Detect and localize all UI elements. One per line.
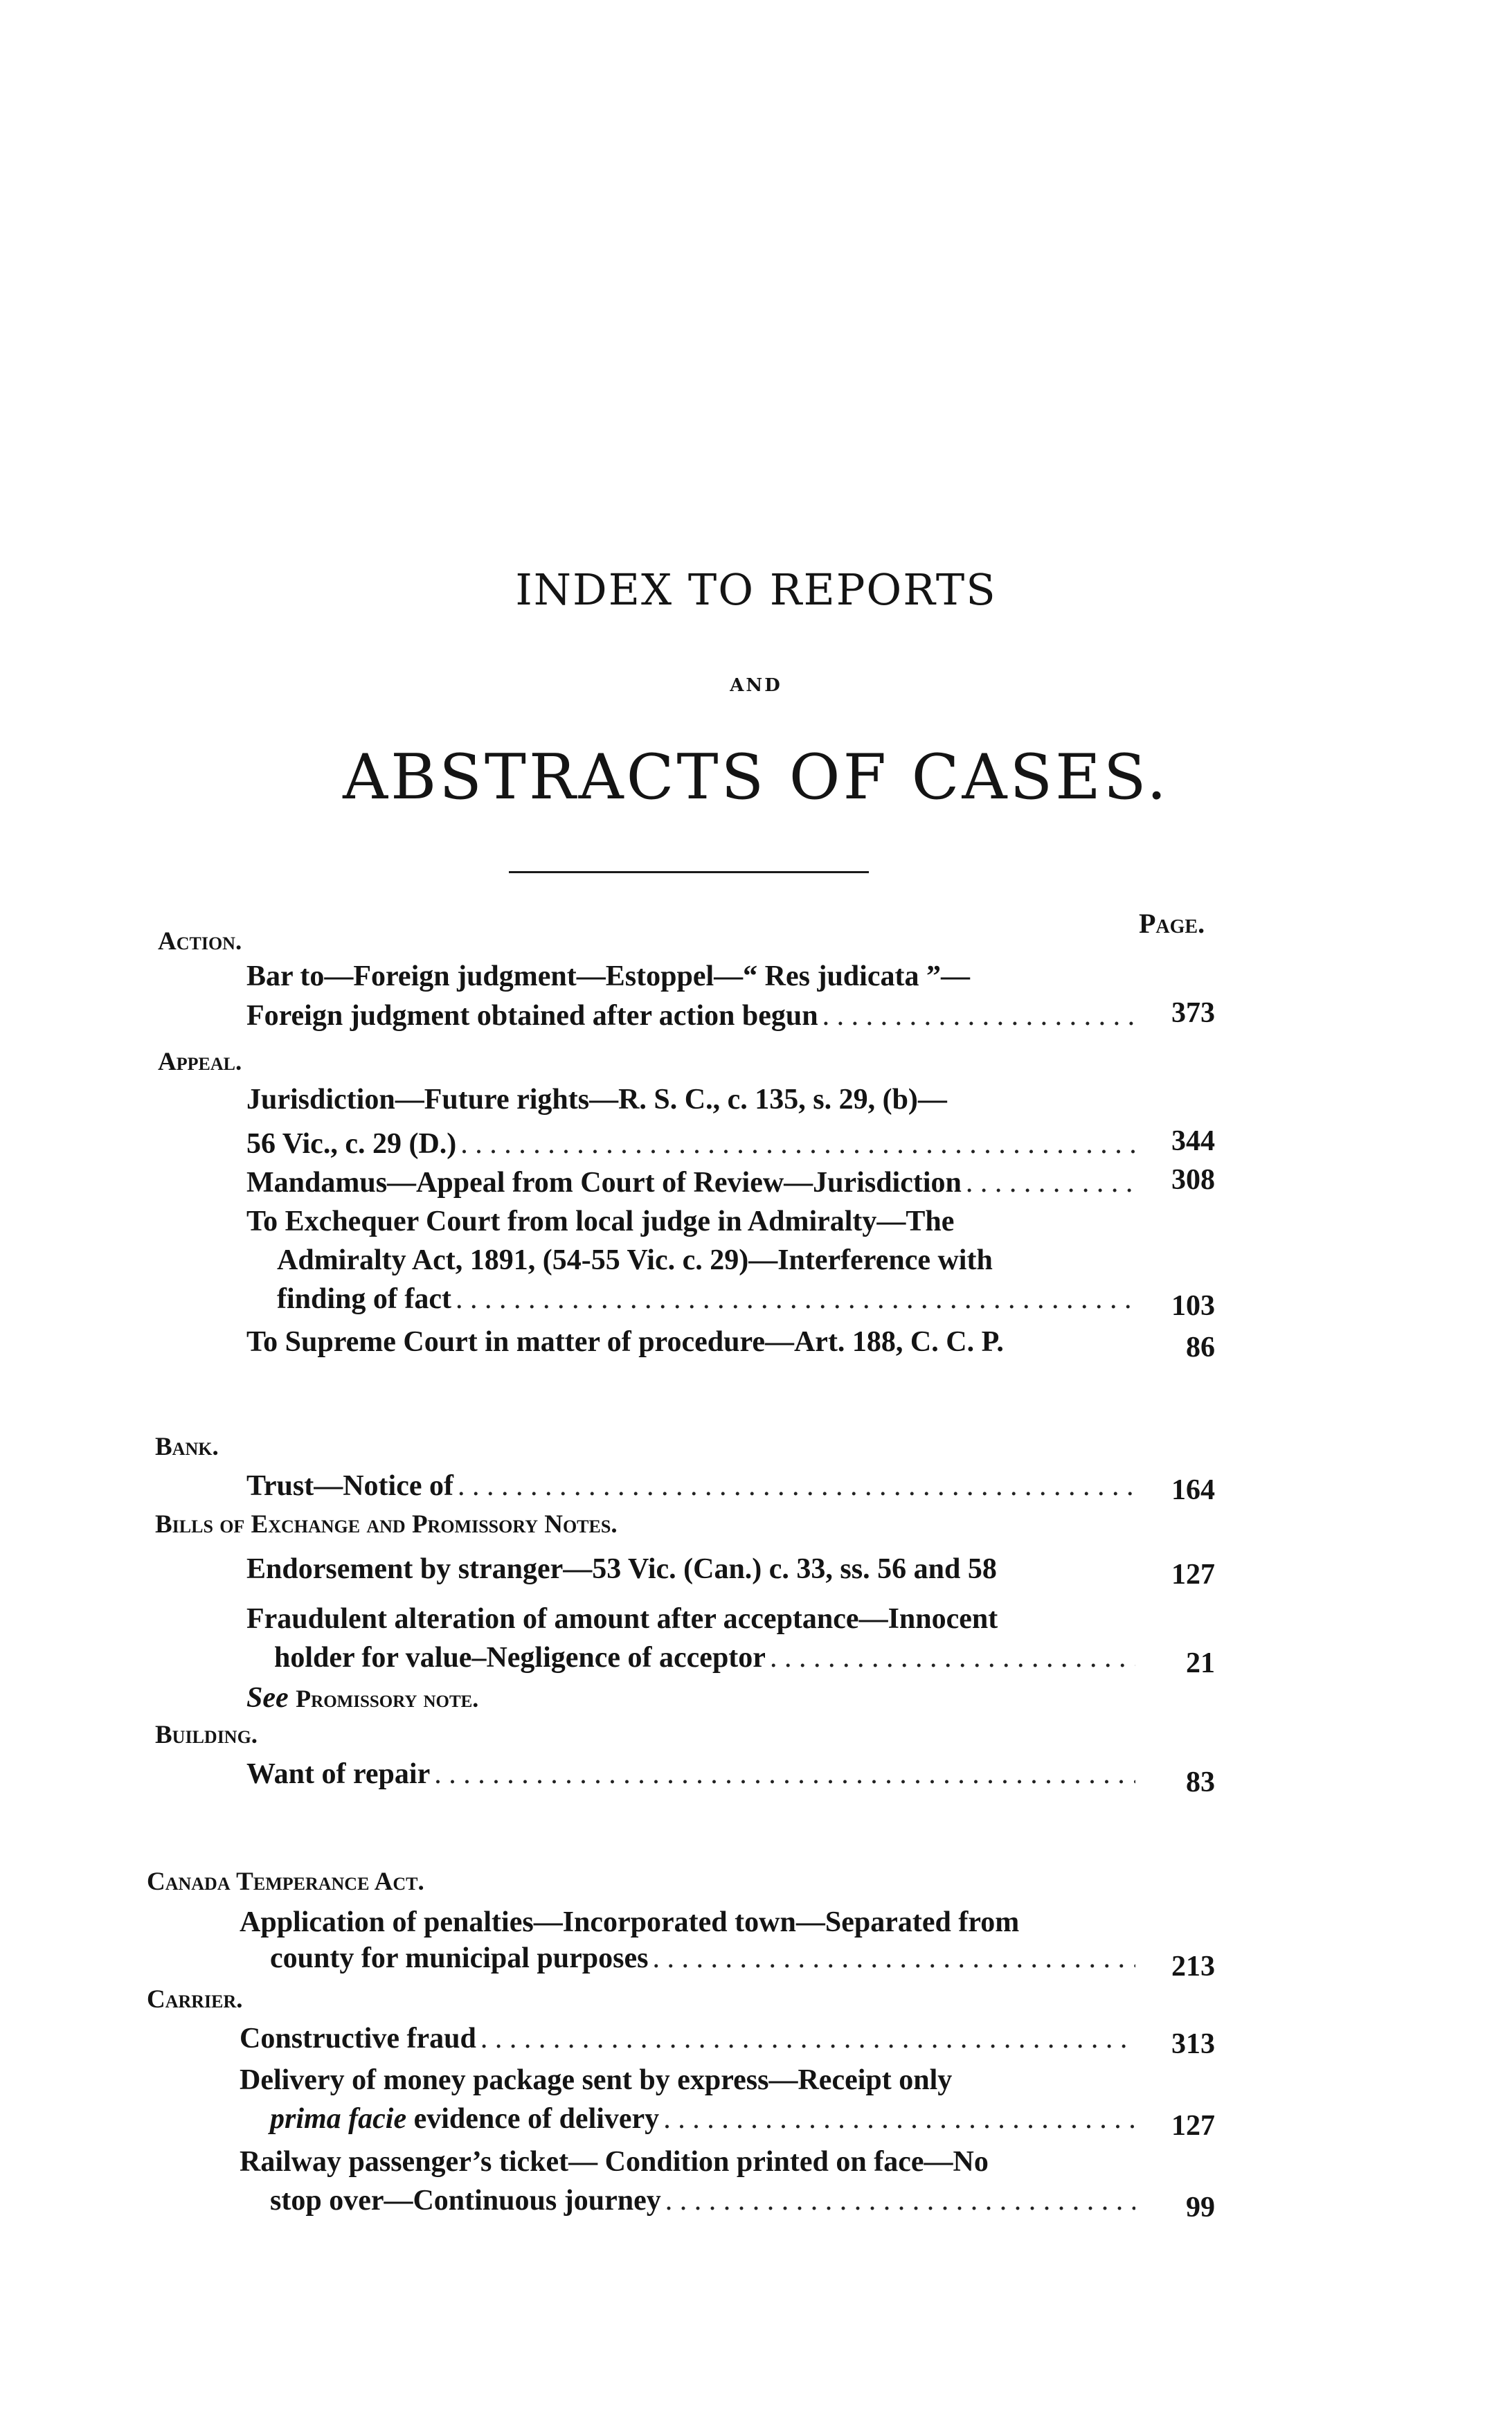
title-rule bbox=[509, 871, 869, 873]
page-number: 127 bbox=[1171, 1559, 1215, 1591]
entry-text: Endorsement by stranger—53 Vic. (Can.) c. 33, ss. 56 and 58 bbox=[246, 1553, 997, 1585]
entry-line-dotted bbox=[270, 1939, 1140, 1978]
entry-text: Want of repair bbox=[246, 1758, 431, 1790]
page-number: 86 bbox=[1186, 1332, 1215, 1363]
see-reference bbox=[246, 1679, 1140, 1718]
entry-text: county for municipal purposes bbox=[270, 1942, 649, 1974]
entry-text: Trust—Notice of bbox=[246, 1470, 453, 1502]
page-number: 313 bbox=[1171, 2028, 1215, 2060]
entry-line-dotted bbox=[246, 1755, 1140, 1793]
section-heading-appeal: Appeal. bbox=[158, 1048, 242, 1076]
page-number: 83 bbox=[1186, 1766, 1215, 1798]
page-number: 103 bbox=[1171, 1290, 1215, 1322]
leader-dots bbox=[770, 1638, 1135, 1677]
entry-text: Foreign judgment obtained after action begun bbox=[246, 1000, 818, 1032]
leader-dots bbox=[652, 1939, 1135, 1978]
entry-line-dotted bbox=[246, 1125, 1140, 1163]
section-heading-carrier: Carrier. bbox=[147, 1985, 243, 2014]
entry-line: Jurisdiction—Future rights—R. S. C., c. 135, s. 29, (b)— bbox=[246, 1084, 947, 1116]
leader-dots bbox=[663, 2100, 1135, 2138]
see-target: Promissory note. bbox=[296, 1685, 479, 1712]
leader-dots bbox=[822, 996, 1135, 1035]
entry-line: Delivery of money package sent by express—Receipt only bbox=[240, 2064, 953, 2096]
see-prefix: See bbox=[246, 1682, 289, 1714]
entry-text: evidence of delivery bbox=[413, 2103, 660, 2135]
entry-line: Bar to—Foreign judgment—Estoppel—“ Res judicata ”— bbox=[246, 960, 970, 992]
entry-line: Admiralty Act, 1891, (54-55 Vic. c. 29)—Interference with bbox=[277, 1244, 993, 1276]
page-column-label: Page. bbox=[1139, 908, 1205, 939]
entry-line bbox=[246, 1323, 1146, 1361]
page-number: 164 bbox=[1171, 1474, 1215, 1506]
entry-line: Application of penalties—Incorporated town—Separated from bbox=[240, 1906, 1020, 1938]
page-number: 213 bbox=[1171, 1951, 1215, 1983]
entry-line-dotted bbox=[246, 1467, 1140, 1505]
entry-line-dotted bbox=[274, 1638, 1140, 1677]
entry-text: holder for value–Negligence of acceptor bbox=[274, 1642, 766, 1674]
entry-text: To Supreme Court in matter of procedure—Art. 188, C. C. P. bbox=[246, 1326, 1004, 1358]
leader-dots bbox=[458, 1467, 1135, 1505]
entry-text: Mandamus—Appeal from Court of Review—Jurisdiction bbox=[246, 1167, 962, 1199]
section-heading-action: Action. bbox=[158, 927, 242, 956]
entry-line-dotted bbox=[270, 2100, 1140, 2138]
page-number: 127 bbox=[1171, 2110, 1215, 2142]
entry-line-dotted bbox=[246, 1163, 1140, 1202]
entry-line-dotted bbox=[246, 996, 1140, 1035]
page-number: 99 bbox=[1186, 2192, 1215, 2223]
leader-dots bbox=[456, 1280, 1135, 1318]
entry-line: Railway passenger’s ticket— Condition printed on face—No bbox=[240, 2146, 989, 2178]
page-number: 344 bbox=[1171, 1125, 1215, 1157]
title-line-3: ABSTRACTS OF CASES. bbox=[343, 741, 1169, 814]
entry-text: stop over—Continuous journey bbox=[270, 2185, 661, 2217]
section-heading-bills: Bills of Exchange and Promissory Notes. bbox=[155, 1510, 618, 1539]
entry-text: Constructive fraud bbox=[240, 2023, 476, 2055]
leader-dots bbox=[665, 2181, 1135, 2220]
page-number: 308 bbox=[1171, 1164, 1215, 1196]
title-line-2: AND bbox=[730, 675, 782, 696]
title-line-1: INDEX TO REPORTS bbox=[515, 564, 997, 615]
page-number: 373 bbox=[1171, 997, 1215, 1029]
entry-text: 56 Vic., c. 29 (D.) bbox=[246, 1128, 457, 1160]
entry-line bbox=[246, 1550, 1146, 1589]
entry-line: Fraudulent alteration of amount after acceptance—Innocent bbox=[246, 1603, 998, 1635]
entry-text-italic: prima facie bbox=[270, 2103, 407, 2135]
entry-line-dotted bbox=[270, 2181, 1140, 2220]
entry-line: To Exchequer Court from local judge in Admiralty—The bbox=[246, 1206, 955, 1237]
page-number: 21 bbox=[1186, 1647, 1215, 1679]
entry-text: finding of fact bbox=[277, 1283, 451, 1315]
leader-dots bbox=[966, 1163, 1135, 1202]
section-heading-bank: Bank. bbox=[155, 1433, 219, 1461]
section-heading-building: Building. bbox=[155, 1721, 258, 1749]
entry-line-dotted bbox=[277, 1280, 1140, 1318]
leader-dots bbox=[480, 2019, 1135, 2058]
entry-line-dotted bbox=[240, 2019, 1140, 2058]
leader-dots bbox=[434, 1755, 1135, 1793]
section-heading-canada-temperance-act: Canada Temperance Act. bbox=[147, 1868, 424, 1896]
leader-dots bbox=[460, 1125, 1135, 1163]
